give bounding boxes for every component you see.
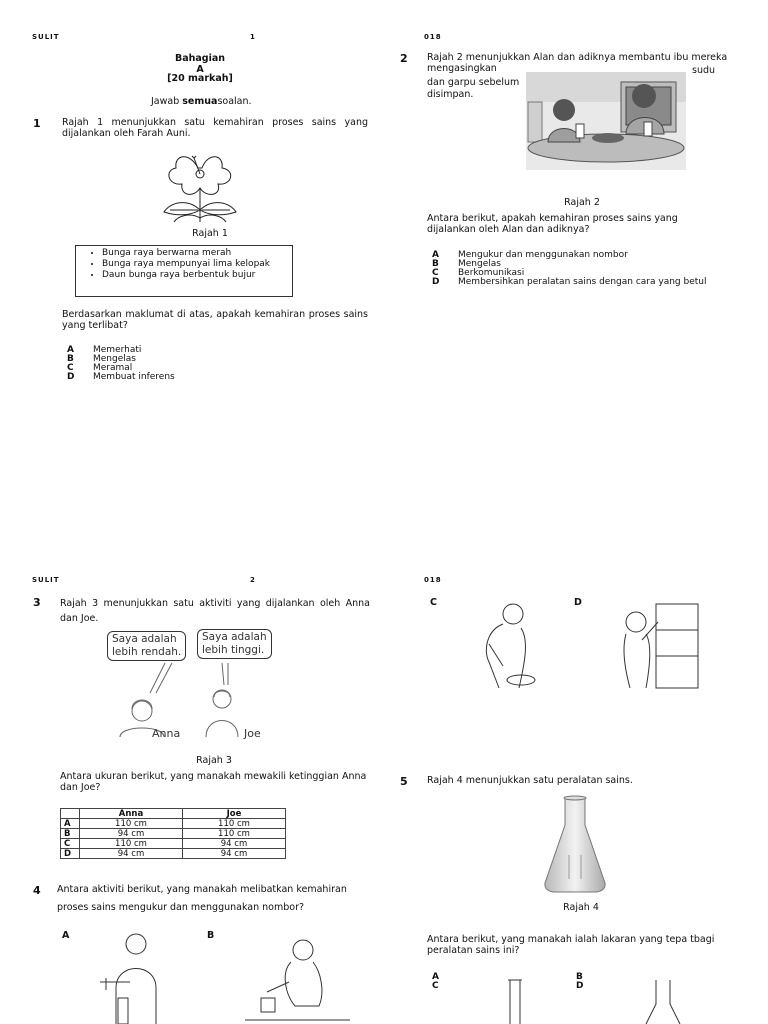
- q2-number: 2: [400, 52, 408, 65]
- bullet-item: • Bunga raya berwarna merah: [102, 248, 292, 259]
- page-number: 1: [250, 33, 256, 41]
- q2-text-line1: Rajah 2 menunjukkan Alan dan adiknya membantu ibu mereka: [427, 52, 728, 63]
- q5-number: 5: [400, 775, 408, 788]
- table-header-row: [61, 809, 286, 819]
- q5-options-left: A C: [432, 972, 439, 991]
- q4-line1: Antara aktiviti berikut, yang manakah melibatkan kemahiran: [57, 884, 347, 895]
- kitchen-illustration: [526, 72, 686, 170]
- rajah4-caption: Rajah 4: [563, 902, 599, 913]
- q2-options: [432, 251, 706, 287]
- option-a: A Memerhati: [67, 345, 142, 355]
- name-joe: Joe: [244, 727, 261, 740]
- option-c: C Meramal: [67, 363, 133, 373]
- option-d: D Membersihkan peralatan sains dengan cara yang betul: [432, 277, 707, 287]
- bullet-item: • Bunga raya mempunyai lima kelopak: [102, 259, 292, 270]
- q1-number: 1: [33, 117, 41, 130]
- option-b: B Mengelas: [432, 259, 501, 269]
- q5-option-sketch-flask: [638, 978, 688, 1024]
- q4-option-d-label: D: [574, 597, 582, 608]
- q5-options-right: B D: [576, 972, 584, 991]
- q4-line2: proses sains mengukur dan menggunakan nombor?: [57, 902, 305, 913]
- q4-option-a-label: A: [62, 930, 70, 941]
- q3-text: Rajah 3 menunjukkan satu aktiviti yang dijalankan oleh Anna dan Joe.: [60, 598, 370, 624]
- marks-label: [20 markah]: [167, 73, 233, 84]
- header-sulit: SULIT: [32, 33, 60, 41]
- header-sulit: SULIT: [32, 576, 60, 584]
- q5-text: Rajah 4 menunjukkan satu peralatan sains.: [427, 775, 633, 786]
- option-b: B Mengelas: [67, 354, 136, 364]
- height-table: [60, 808, 286, 859]
- rajah2-caption: Rajah 2: [564, 197, 600, 208]
- q4-option-b-image: [245, 932, 350, 1024]
- option-a: A Mengukur dan menggunakan nombor: [432, 250, 628, 260]
- q2-question: Antara berikut, apakah kemahiran proses sains yang dijalankan oleh Alan dan adiknya?: [427, 213, 678, 235]
- q4-number: 4: [33, 884, 41, 897]
- q2-text-line2a: mengasingkan: [427, 63, 497, 74]
- instruction: Jawab semuasoalan.: [151, 96, 252, 107]
- q4-option-b-label: B: [207, 930, 215, 941]
- q1-question: Berdasarkan maklumat di atas, apakah kemahiran proses sains yang terlibat?: [62, 309, 368, 331]
- rajah1-caption: Rajah 1: [192, 228, 228, 239]
- option-c: C Berkomunikasi: [432, 268, 525, 278]
- table-row: B 94 cm 110 cm: [61, 829, 286, 839]
- speech-bubble-anna: Saya adalah lebih rendah.: [107, 631, 186, 661]
- q3-number: 3: [33, 596, 41, 609]
- q2-text-line4: disimpan.: [427, 89, 474, 100]
- q4-option-c-label: C: [430, 597, 437, 608]
- q4-option-c-image: [463, 600, 543, 692]
- table-row: A 110 cm 110 cm: [61, 819, 286, 829]
- conical-flask-image: [543, 795, 607, 893]
- q5-option-sketch-tube: [500, 978, 530, 1024]
- q4-option-d-image: [618, 600, 702, 690]
- speech-bubble-joe: Saya adalah lebih tinggi.: [197, 629, 272, 659]
- table-row: C 110 cm 94 cm: [61, 839, 286, 849]
- table-row: D 94 cm 94 cm: [61, 849, 286, 859]
- header-code: 018: [424, 33, 442, 41]
- q1-info-box: [75, 245, 293, 297]
- header-code: 018: [424, 576, 442, 584]
- q5-question: Antara berikut, yang manakah ialah lakaran yang tepa tbagi peralatan sains ini?: [427, 934, 715, 956]
- option-d: D Membuat inferens: [67, 372, 175, 382]
- q1-options: [67, 346, 175, 382]
- col-header-joe: Joe: [183, 809, 286, 819]
- hibiscus-drawing: [160, 148, 240, 228]
- col-header-anna: Anna: [80, 809, 183, 819]
- q4-option-a-image: [96, 928, 176, 1024]
- section-title: Bahagian A: [174, 53, 226, 75]
- bullet-item: • Daun bunga raya berbentuk bujur: [102, 270, 292, 281]
- page-number: 2: [250, 576, 256, 584]
- q1-text: Rajah 1 menunjukkan satu kemahiran proses sains yang dijalankan oleh Farah Auni.: [62, 117, 368, 139]
- q2-text-line3: dan garpu sebelum: [427, 77, 520, 88]
- name-anna: Anna: [152, 727, 181, 740]
- q2-text-line2b: sudu: [692, 65, 716, 76]
- q3-question: Antara ukuran berikut, yang manakah mewakili ketinggian Anna dan Joe?: [60, 771, 367, 793]
- rajah3-caption: Rajah 3: [196, 755, 232, 766]
